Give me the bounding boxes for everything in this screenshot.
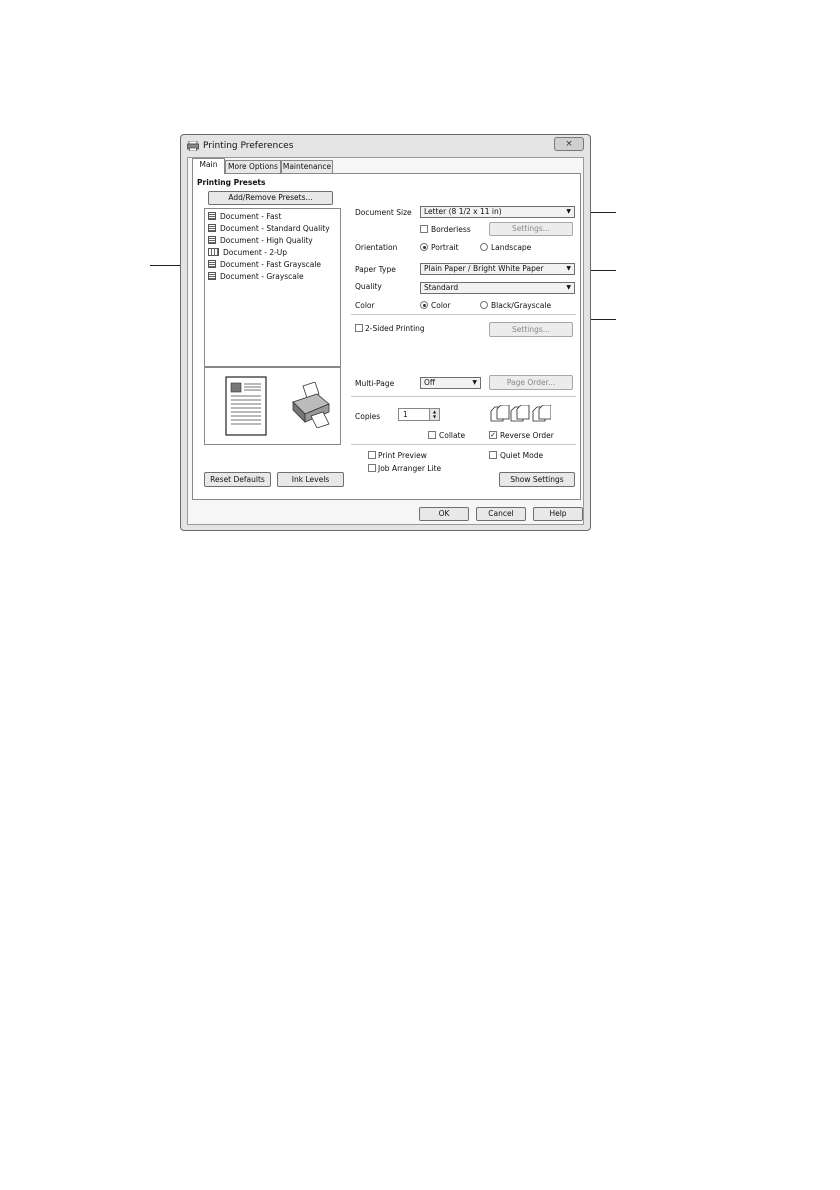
quality-select[interactable] [420,282,575,294]
two-sided-printing-label: 2-Sided Printing [365,324,425,333]
quality-label: Quality [355,282,382,291]
tab-main-label: Main [199,160,218,169]
reverse-order-label: Reverse Order [500,431,554,440]
cancel-button[interactable]: Cancel [476,507,526,521]
multi-page-value: Off [424,378,436,387]
job-arranger-lite-checkbox[interactable] [368,464,376,472]
multi-page-label: Multi-Page [355,379,395,388]
ok-button[interactable]: OK [419,507,469,521]
grayscale-document-icon [208,272,216,280]
black-grayscale-radio[interactable] [480,301,488,309]
portrait-radio[interactable] [420,243,428,251]
chevron-down-icon: ▼ [566,265,571,272]
presets-list[interactable] [204,208,341,367]
collate-label: Collate [439,431,466,440]
document-size-select[interactable] [420,206,575,218]
printer-illustration-icon [289,382,333,428]
tab-more-options-label: More Options [228,162,278,171]
window-title: Printing Preferences [203,141,294,151]
printing-preferences-window [180,134,591,531]
tab-maintenance-label: Maintenance [282,162,332,171]
printer-icon [187,141,199,151]
add-remove-presets-button[interactable]: Add/Remove Presets... [208,191,333,205]
borderless-settings-button[interactable]: Settings... [489,222,573,236]
show-settings-button[interactable]: Show Settings [499,472,575,487]
list-item[interactable]: Document - Fast [208,212,281,221]
two-up-icon [208,248,219,256]
landscape-radio[interactable] [480,243,488,251]
landscape-label: Landscape [491,243,532,252]
job-arranger-lite-label: Job Arranger Lite [378,464,442,473]
chevron-down-icon: ▼ [566,208,571,215]
preview-area [204,367,341,445]
check-icon: ✓ [490,431,496,439]
list-item[interactable]: Document - 2-Up [208,248,287,257]
reset-defaults-button[interactable]: Reset Defaults [204,472,271,487]
divider [351,396,576,397]
page-order-button[interactable]: Page Order... [489,375,573,390]
copies-value: 1 [403,410,408,419]
document-icon [208,212,216,220]
paper-type-select[interactable] [420,263,575,275]
print-preview-label: Print Preview [378,451,427,460]
grayscale-document-icon [208,260,216,268]
document-preview-icon [225,376,267,436]
list-item[interactable]: Document - Grayscale [208,272,304,281]
reverse-order-checkbox[interactable] [489,431,497,439]
color-option-label: Color [431,301,451,310]
document-icon [208,236,216,244]
paper-type-value: Plain Paper / Bright White Paper [424,264,544,273]
divider [351,444,576,445]
list-item[interactable]: Document - High Quality [208,236,313,245]
tab-maintenance[interactable] [281,160,333,173]
list-item[interactable]: Document - Fast Grayscale [208,260,321,269]
printing-presets-heading: Printing Presets [197,178,266,187]
two-sided-settings-button[interactable]: Settings... [489,322,573,337]
copies-stepper[interactable] [398,408,440,421]
document-size-value: Letter (8 1/2 x 11 in) [424,207,502,216]
color-label: Color [355,301,375,310]
list-item[interactable]: Document - Standard Quality [208,224,330,233]
tab-main[interactable] [192,158,225,174]
quiet-mode-label: Quiet Mode [500,451,544,460]
divider [351,314,576,315]
tab-more-options[interactable] [225,160,281,173]
main-tab-panel [192,173,581,500]
page-order-icon [489,405,551,423]
borderless-label: Borderless [431,225,471,234]
chevron-down-icon: ▼ [472,379,477,386]
borderless-checkbox[interactable] [420,225,428,233]
collate-checkbox[interactable] [428,431,436,439]
chevron-down-icon: ▼ [566,284,571,291]
two-sided-printing-checkbox[interactable] [355,324,363,332]
multi-page-select[interactable] [420,377,481,389]
spin-down-icon[interactable]: ▼ [432,414,437,419]
document-icon [208,224,216,232]
paper-type-label: Paper Type [355,265,396,274]
print-preview-checkbox[interactable] [368,451,376,459]
copies-label: Copies [355,412,381,421]
title-bar [181,135,590,157]
document-size-label: Document Size [355,208,412,217]
color-radio[interactable] [420,301,428,309]
portrait-label: Portrait [431,243,459,252]
help-button[interactable]: Help [533,507,583,521]
ink-levels-button[interactable]: Ink Levels [277,472,344,487]
close-icon: × [565,139,573,149]
dialog-body [187,157,584,525]
copies-spin-buttons[interactable] [429,409,439,420]
quiet-mode-checkbox[interactable] [489,451,497,459]
black-grayscale-label: Black/Grayscale [491,301,552,310]
orientation-label: Orientation [355,243,398,252]
close-button[interactable] [554,137,584,151]
spin-up-icon[interactable]: ▲ [432,409,437,414]
quality-value: Standard [424,283,459,292]
